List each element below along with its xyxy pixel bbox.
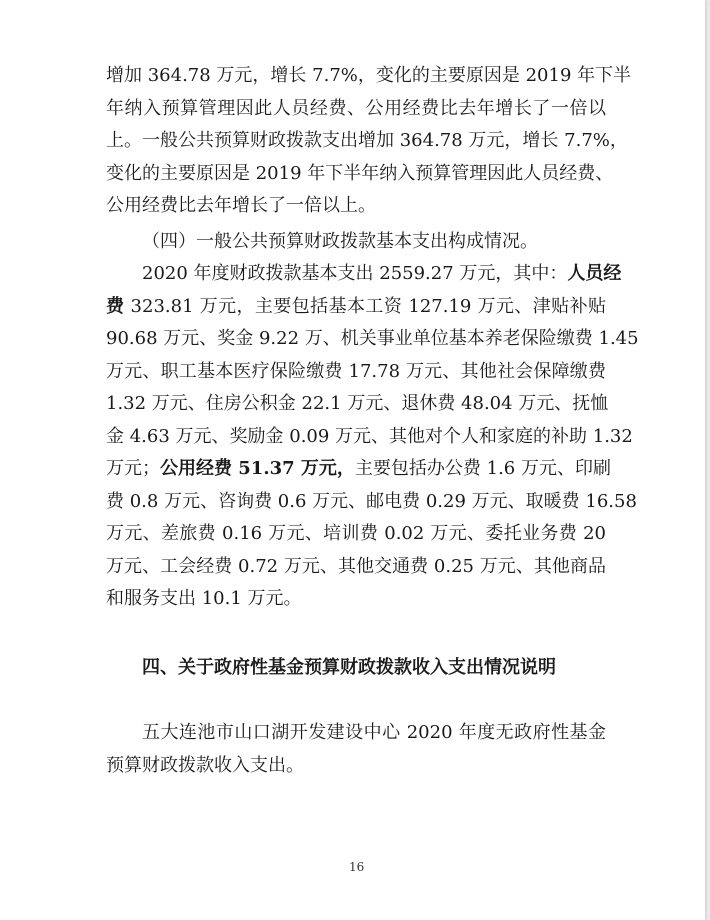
text-line: 五大连池市山口湖开发建设中心 2020 年度无政府性基金 [142,722,606,743]
text-segment: 主要包括办公费 1.6 万元、印刷 [354,458,611,479]
text-line [106,453,611,486]
text-line: 公用经费比去年增长了一倍以上。 [106,195,376,216]
text-line: 预算财政拨款收入支出。 [106,754,304,776]
section-heading: 四、关于政府性基金预算财政拨款收入支出情况说明 [142,657,556,678]
text-line: 上。一般公共预算财政拨款支出增加 364.78 万元，增长 7.7%， [106,130,628,151]
text-line [106,291,606,324]
text-line: 变化的主要原因是 2019 年下半年纳入预算管理因此人员经费、 [106,162,614,184]
section-subheading: （四）一般公共预算财政拨款基本支出构成情况。 [142,231,538,252]
bold-text: 费 [106,295,125,317]
paragraph-government-fund [106,717,606,782]
text-segment: 323.81 万元，主要包括基本工资 127.19 万元、津贴补贴 [124,295,606,317]
bold-text: 人员经 [567,263,622,284]
page-number: 16 [349,860,365,874]
text-line: 年纳入预算管理因此人员经费、公用经费比去年增长了一倍以 [106,97,606,119]
text-segment: 2020 年度财政拨款基本支出 2559.27 万元，其中： [142,263,568,284]
paragraph-budget-change [106,60,632,223]
text-line: 金 4.63 万元、奖励金 0.09 万元、其他对个人和家庭的补助 1.32 [106,425,633,447]
text-line: 费 0.8 万元、咨询费 0.6 万元、邮电费 0.29 万元、取暖费 16.58 [106,490,637,512]
text-line: 90.68 万元、奖金 9.22 万、机关事业单位基本养老保险缴费 1.45 [106,328,639,349]
paragraph-basic-expenditure [106,258,639,616]
text-line: 和服务支出 10.1 万元。 [106,588,302,609]
bold-text: 公用经费 51.37 万元， [160,458,355,479]
text-line: 万元、工会经费 0.72 万元、其他交通费 0.25 万元、其他商品 [106,555,606,577]
text-line: 万元、差旅费 0.16 万元、培训费 0.02 万元、委托业务费 20 [106,523,606,544]
text-segment: 万元； [106,458,160,479]
text-line [106,258,622,291]
text-line: 1.32 万元、住房公积金 22.1 万元、退休费 48.04 万元、抚恤 [106,393,609,414]
text-line: 增加 364.78 万元，增长 7.7%，变化的主要原因是 2019 年下半 [106,65,632,86]
text-line: 万元、职工基本医疗保险缴费 17.78 万元、其他社会保障缴费 [106,360,606,382]
